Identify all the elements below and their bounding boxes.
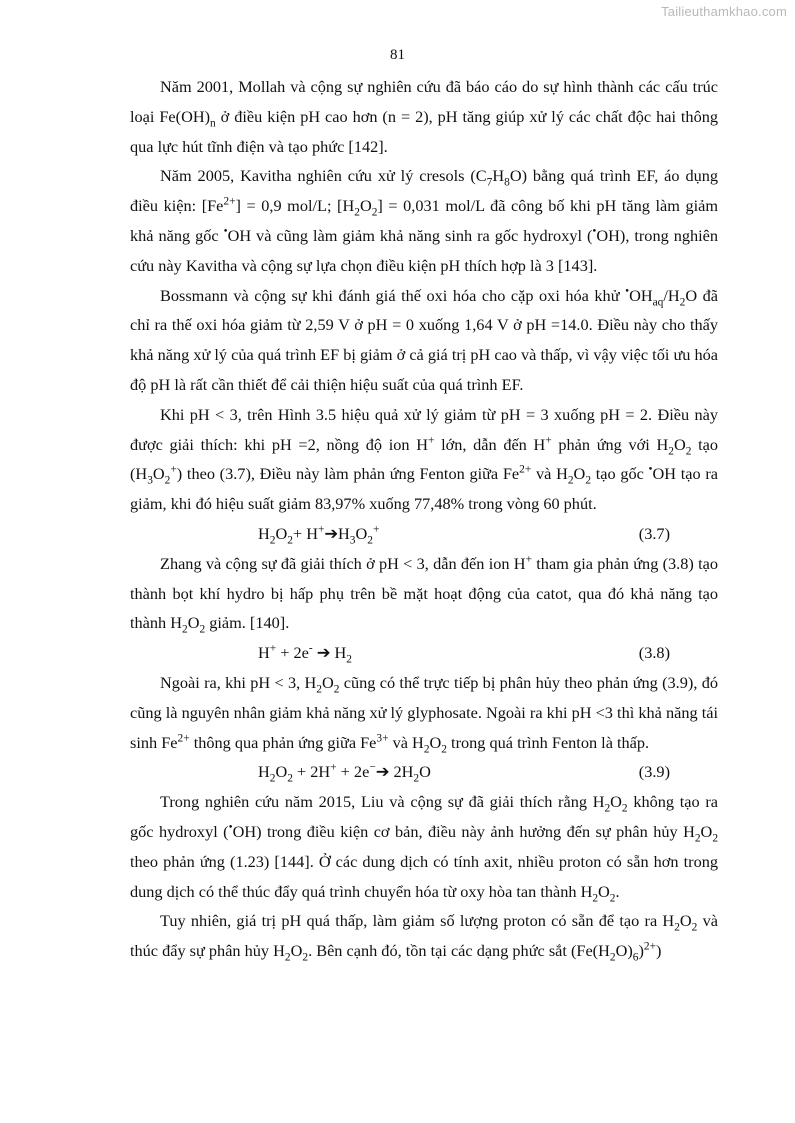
paragraph-bossmann: Bossmann và cộng sự khi đánh giá thế oxi hóa cho cặp oxi hóa khử $^•OH_{aq}/H_2O$ đã chỉ ra thế oxi hóa giảm từ 2,59 V ở pH = 0 xuống 1,64 V ở pH =14.0. Điều này cho thấy khả năng xử lý của quá trình EF bị giảm ở cả giá trị pH cao và thấp, vì vậy việc tối ưu hóa độ pH là rất cần thiết để cải thiện hiệu suất của quá trình EF. — [130, 285, 718, 394]
equation-number: (3.7) — [638, 523, 670, 543]
paragraph-kavitha: Năm 2005, Kavitha nghiên cứu xử lý cresols $(C_7H_8O)$ bằng quá trình EF, áo dụng điều kiện: $[Fe^{2+}] = 0,9$ mol/L; $[H_2O_2] = 0,031$ mol/L đã công bố khi pH tăng làm giảm khả năng gốc •OH và cũng làm giảm khả năng sinh ra gốc hydroxyl (•OH), trong nghiên cứu này Kavitha và cộng sự lựa chọn điều kiện pH thích hợp là 3 [143]. — [130, 166, 719, 275]
watermark: Tailieuthamkhao.com — [661, 4, 787, 19]
equation-number: (3.9) — [638, 762, 670, 782]
equation-3-8 — [130, 638, 718, 668]
equation-number: (3.8) — [638, 643, 670, 663]
document-body — [130, 72, 718, 966]
paragraph-zhang: Zhang và cộng sự đã giải thích ở pH < 3, dẫn đến ion H+ tham gia phản ứng (3.8) tạo thành bọt khí hydro bị hấp phụ trên bề mặt hoạt động của catot, qua đó khả năng tạo thành $H_2O_2$ giảm. [140]. — [130, 553, 718, 636]
equation-formula: $H_2O_2 + 2H^+$ + 2e−➔ $2H_2O$ — [258, 761, 431, 785]
paragraph-tuy-nhien: Tuy nhiên, giá trị pH quá thấp, làm giảm số lượng proton có sẵn để tạo ra $H_2O_2$ và thúc đẩy sự phân hủy $H_2O_2$. Bên cạnh đó, tồn tại các dạng phức sắt $(Fe(H_2O)_6)^{2+}$) — [130, 911, 719, 964]
equation-formula: H+ + 2e- ➔ $H_2$ — [258, 642, 352, 666]
paragraph-mollah: Năm 2001, Mollah và cộng sự nghiên cứu đã báo cáo do sự hình thành các cấu trúc loại $Fe(OH)_n$ ở điều kiện pH cao hơn (n = 2), pH tăng giúp xử lý các chất độc hai thông qua lực hút tĩnh điện và tạo phức [142]. — [130, 77, 718, 156]
page-number: 81 — [390, 47, 405, 63]
equation-3-7 — [130, 519, 718, 549]
paragraph-ngoai-ra: Ngoài ra, khi pH < 3, $H_2O_2$ cũng có thể trực tiếp bị phân hủy theo phản ứng (3.9), đó cũng là nguyên nhân giảm khả năng xử lý glyphosate. Ngoài ra khi pH <3 thì khả năng tái $\sinh Fe^{2+}$ thông qua phản ứng giữa $Fe^{3+}$ và $H_2O_2$ trong quá trình Fenton là thấp. — [130, 672, 718, 755]
paragraph-ph-below-3: Khi pH < 3, trên Hình 3.5 hiệu quả xử lý giảm từ pH = 3 xuống pH = 2. Điều này được giải thích: khi pH =2, nồng độ ion H+ lớn, dẫn đến H+ phản ứng với $H_2O_2$ tạo $(H_3O_2^+)$ theo (3.7), Điều này làm phản ứng Fenton giữa $Fe^{2+}$ và $H_2O_2$ tạo gốc •OH tạo ra giảm, khi đó hiệu suất giảm 83,97% xuống 77,48% trong vòng 60 phút. — [130, 404, 719, 514]
equation-3-9 — [130, 757, 718, 787]
equation-formula: $H_2O_2+$ $H^+➔H_3O_2^+$ — [258, 523, 380, 547]
paragraph-liu: Trong nghiên cứu năm 2015, Liu và cộng sự đã giải thích rằng $H_2O_2$ không tạo ra gốc hydroxyl (•OH) trong điều kiện cơ bản, điều này ảnh hưởng đến sự phân hủy $H_2O_2$ theo phản ứng (1.23) [144]. Ở các dung dịch có tính axit, nhiều proton có sẵn hơn trong dung dịch có thể thúc đẩy quá trình chuyển hóa từ oxy hòa tan thành $H_2O_2$. — [130, 792, 719, 904]
